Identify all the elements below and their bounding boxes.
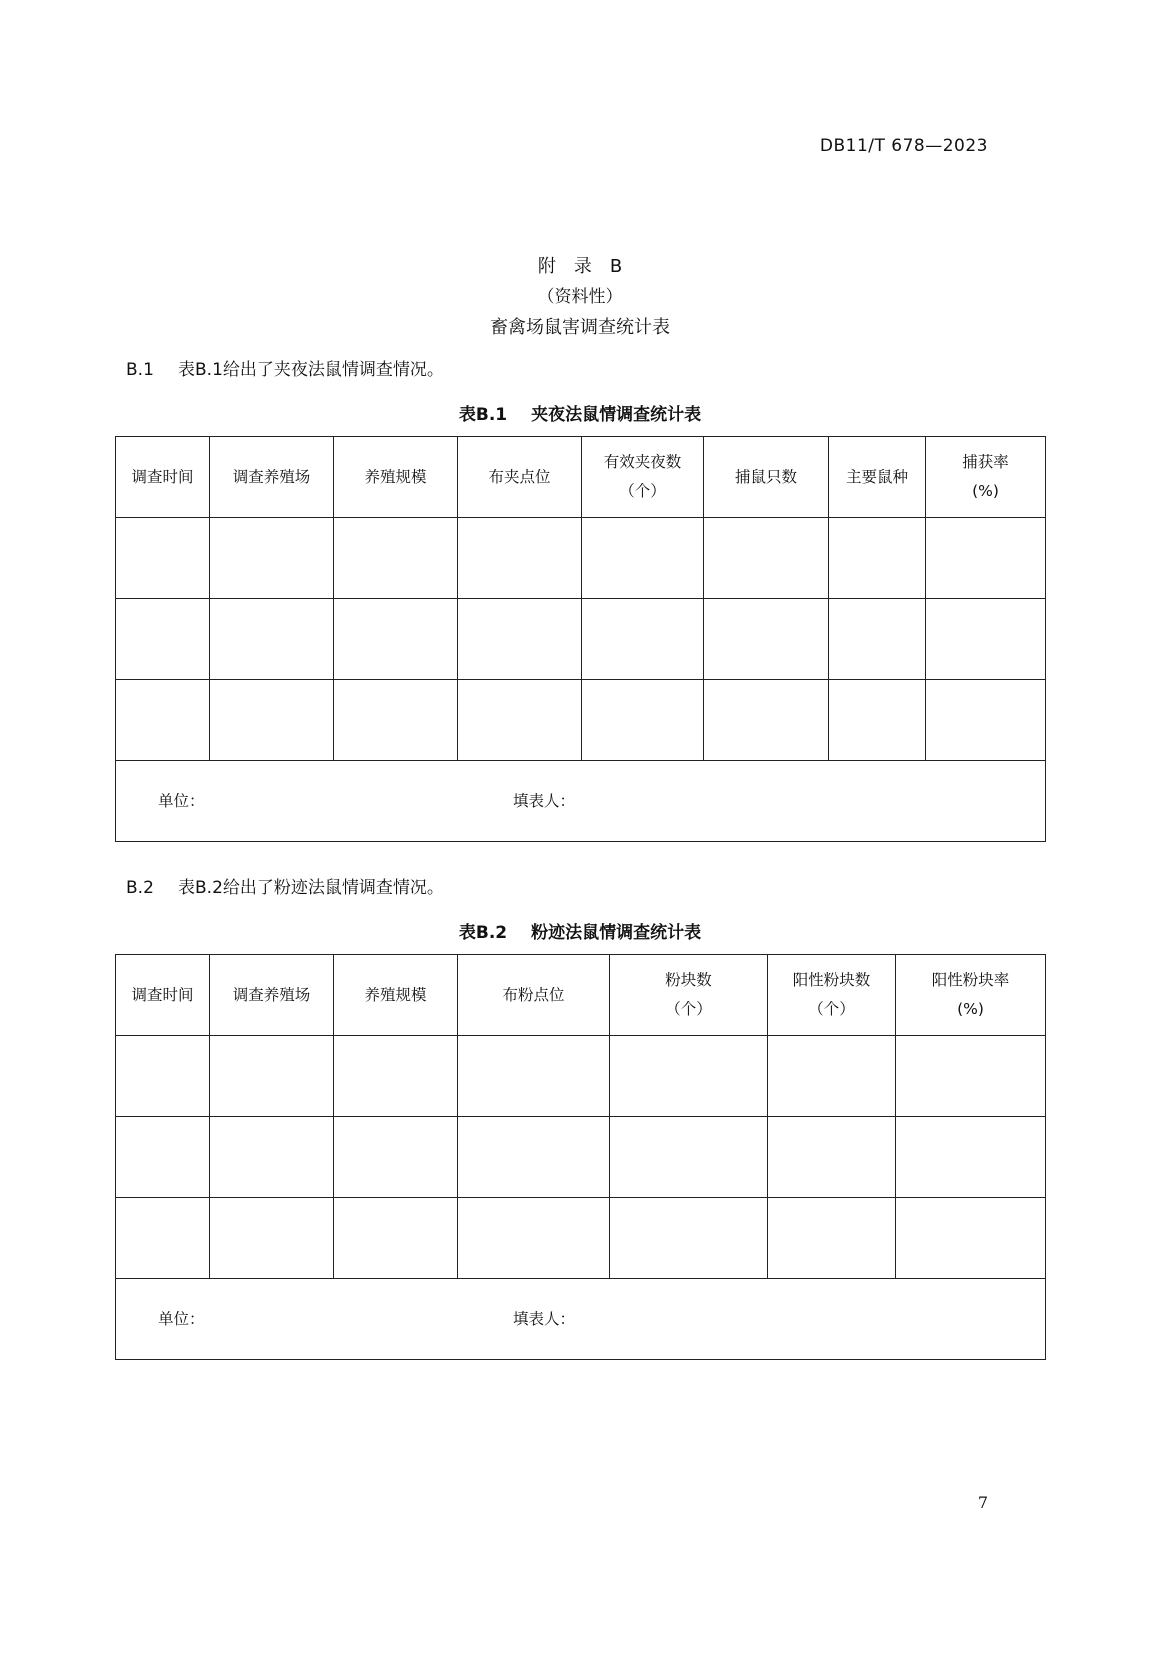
- table-caption-id: 表B.2: [458, 923, 508, 943]
- table-cell[interactable]: [458, 680, 582, 761]
- table-row: [116, 518, 1046, 599]
- table-cell[interactable]: [210, 1117, 334, 1198]
- table-cell[interactable]: [116, 1198, 210, 1279]
- table-cell[interactable]: [458, 518, 582, 599]
- column-header: 主要鼠种: [829, 437, 926, 518]
- table-cell[interactable]: [116, 680, 210, 761]
- table-cell[interactable]: [896, 1198, 1046, 1279]
- filler-label: 填表人：: [513, 1309, 576, 1328]
- table-cell[interactable]: [768, 1117, 896, 1198]
- table-b1: [115, 436, 1046, 842]
- table-cell[interactable]: [896, 1117, 1046, 1198]
- column-header: 捕鼠只数: [704, 437, 829, 518]
- column-header: 养殖规模: [334, 955, 458, 1036]
- appendix-title: [0, 252, 1160, 278]
- table-cell[interactable]: [210, 599, 334, 680]
- column-header: 布夹点位: [458, 437, 582, 518]
- column-header: 调查时间: [116, 955, 210, 1036]
- table-cell[interactable]: [458, 1198, 610, 1279]
- table-cell[interactable]: [334, 1036, 458, 1117]
- table-row: [116, 599, 1046, 680]
- section-text: 表B.2给出了粉迹法鼠情调查情况。: [178, 878, 444, 898]
- table-cell[interactable]: [704, 518, 829, 599]
- document-code: DB11/T 678—2023: [819, 136, 988, 156]
- column-header: 阳性粉块率 (%): [896, 955, 1046, 1036]
- table-caption-title: 夹夜法鼠情调查统计表: [531, 405, 702, 425]
- appendix-title-part: B: [609, 256, 623, 277]
- table-footer: [116, 761, 1046, 842]
- table-row: [116, 680, 1046, 761]
- table-cell[interactable]: [896, 1036, 1046, 1117]
- column-header: 调查时间: [116, 437, 210, 518]
- unit-label: 单位：: [158, 791, 205, 810]
- table-cell[interactable]: [116, 1036, 210, 1117]
- section-b1-paragraph: [126, 355, 444, 380]
- appendix-title-part: 附: [537, 256, 556, 277]
- table-cell[interactable]: [610, 1036, 768, 1117]
- table-caption-id: 表B.1: [458, 405, 508, 425]
- table-header-row: [116, 955, 1046, 1036]
- table-b1-caption: [0, 400, 1160, 425]
- table-cell[interactable]: [582, 599, 704, 680]
- table-cell[interactable]: [334, 518, 458, 599]
- column-header: 调查养殖场: [210, 437, 334, 518]
- table-cell[interactable]: [334, 1198, 458, 1279]
- table-footer: [116, 1279, 1046, 1360]
- table-cell[interactable]: [704, 599, 829, 680]
- table-caption-title: 粉迹法鼠情调查统计表: [531, 923, 702, 943]
- table-cell[interactable]: [829, 599, 926, 680]
- table-b2-caption: [0, 918, 1160, 943]
- table-cell[interactable]: [334, 680, 458, 761]
- table-cell[interactable]: [829, 680, 926, 761]
- column-header: 调查养殖场: [210, 955, 334, 1036]
- table-cell[interactable]: [210, 1036, 334, 1117]
- table-cell[interactable]: [116, 599, 210, 680]
- table-cell[interactable]: [610, 1198, 768, 1279]
- table-cell[interactable]: [704, 680, 829, 761]
- table-cell[interactable]: [334, 599, 458, 680]
- appendix-nature: （资料性）: [537, 287, 623, 307]
- column-header: 有效夹夜数 （个）: [582, 437, 704, 518]
- section-text: 表B.1给出了夹夜法鼠情调查情况。: [178, 360, 444, 380]
- column-header: 捕获率 (%): [926, 437, 1046, 518]
- table-cell[interactable]: [768, 1198, 896, 1279]
- column-header: 布粉点位: [458, 955, 610, 1036]
- table-cell[interactable]: [926, 599, 1046, 680]
- column-header: 粉块数 （个）: [610, 955, 768, 1036]
- page-number: 7: [977, 1493, 988, 1512]
- table-row: [116, 1198, 1046, 1279]
- appendix-title-part: 录: [573, 256, 592, 277]
- unit-label: 单位：: [158, 1309, 205, 1328]
- column-header: 阳性粉块数 （个）: [768, 955, 896, 1036]
- table-cell[interactable]: [210, 518, 334, 599]
- table-cell[interactable]: [458, 1117, 610, 1198]
- table-footer-row: [116, 761, 1046, 842]
- section-number: B.2: [126, 878, 154, 898]
- section-b2-paragraph: [126, 873, 444, 898]
- appendix-name: 畜禽场鼠害调查统计表: [490, 317, 670, 338]
- table-row: [116, 1117, 1046, 1198]
- table-row: [116, 1036, 1046, 1117]
- table-cell[interactable]: [210, 680, 334, 761]
- table-cell[interactable]: [768, 1036, 896, 1117]
- table-cell[interactable]: [116, 1117, 210, 1198]
- table-cell[interactable]: [582, 518, 704, 599]
- table-cell[interactable]: [582, 680, 704, 761]
- table-cell[interactable]: [210, 1198, 334, 1279]
- table-cell[interactable]: [926, 680, 1046, 761]
- table-cell[interactable]: [926, 518, 1046, 599]
- table-cell[interactable]: [334, 1117, 458, 1198]
- column-header: 养殖规模: [334, 437, 458, 518]
- table-footer-row: [116, 1279, 1046, 1360]
- table-header-row: [116, 437, 1046, 518]
- table-cell[interactable]: [458, 599, 582, 680]
- table-cell[interactable]: [610, 1117, 768, 1198]
- table-cell[interactable]: [829, 518, 926, 599]
- table-cell[interactable]: [458, 1036, 610, 1117]
- section-number: B.1: [126, 360, 154, 380]
- table-b2: [115, 954, 1046, 1360]
- filler-label: 填表人：: [513, 791, 576, 810]
- table-cell[interactable]: [116, 518, 210, 599]
